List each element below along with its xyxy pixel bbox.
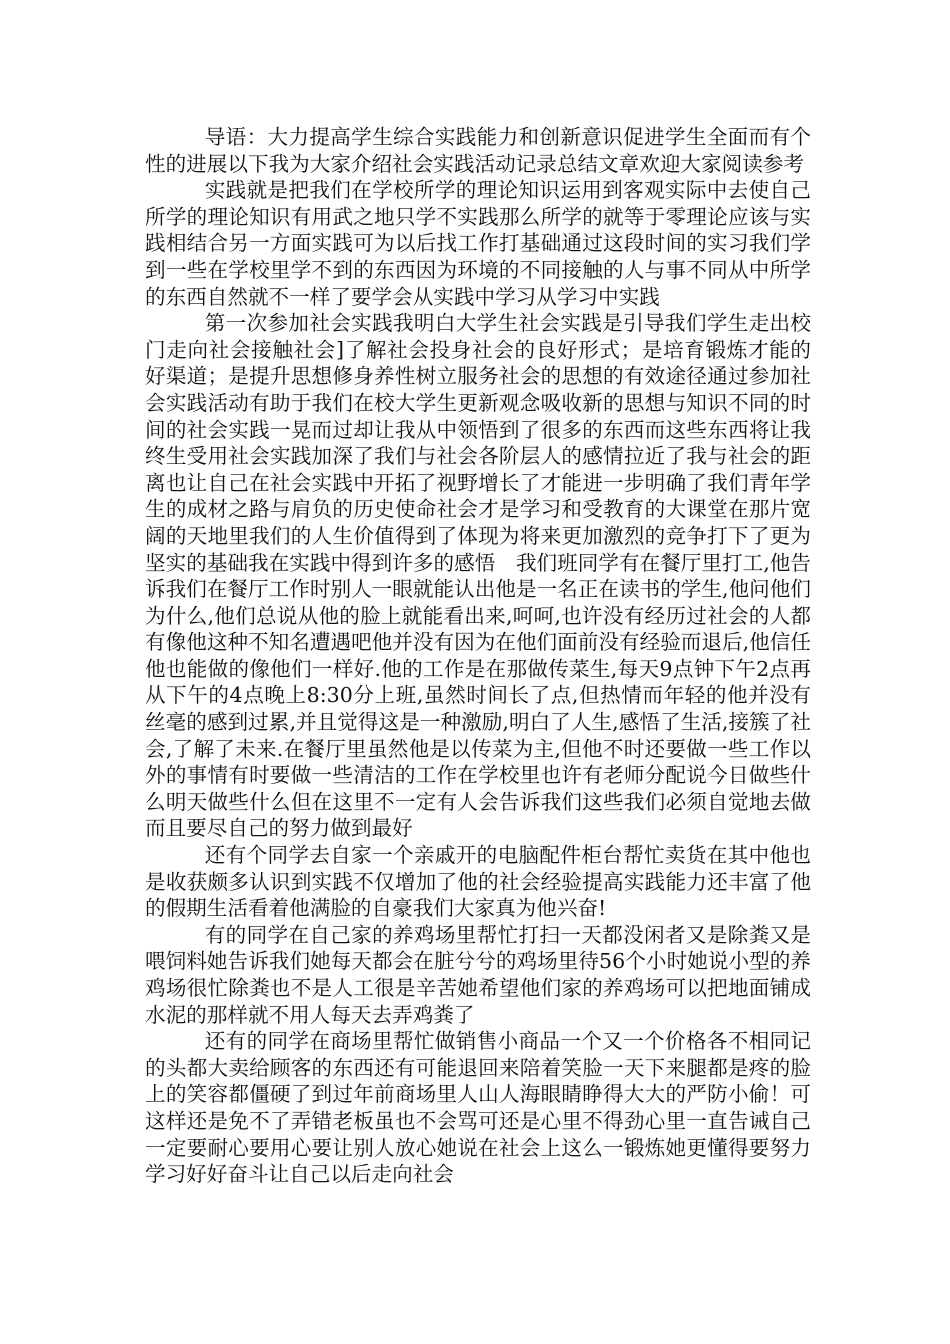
paragraph-intro: 导语：大力提高学生综合实践能力和创新意识促进学生全面而有个性的进展以下我为大家介绍社会实践活动记录总结文章欢迎大家阅读参考	[145, 125, 811, 176]
paragraph-first-practice: 第一次参加社会实践我明白大学生社会实践是引导我们学生走出校门走向社会接触社会]了解社会投身社会的良好形式；是培育锻炼才能的好渠道；是提升思想修身养性树立服务社会的思想的有效途径通过参加社会实践活动有助于我们在校大学生更新观念吸收新的思想与知识不同的时间的社会实践一晃而过却让我从中领悟到了很多的东西而这些东西将让我终生受用社会实践加深了我们与社会各阶层人的感情拉近了我与社会的距离也让自己在社会实践中开拓了视野增长了才能进一步明确了我们青年学生的成材之路与肩负的历史使命社会才是学习和受教育的大课堂在那片宽阔的天地里我们的人生价值得到了体现为将来更加激烈的竞争打下了更为坚实的基础我在实践中得到许多的感悟 我们班同学有在餐厅里打工,他告诉我们在餐厅工作时别人一眼就能认出他是一名正在读书的学生,他问他们为什么,他们总说从他的脸上就能看出来,呵呵,也许没有经历过社会的人都有像他这种不知名遭遇吧他并没有因为在他们面前没有经验而退后,他信任他也能做的像他们一样好.他的工作是在那做传菜生,每天9点钟下午2点再从下午的4点晚上8:30分上班,虽然时间长了点,但热情而年轻的他并没有丝毫的感到过累,并且觉得这是一种激励,明白了人生,感悟了生活,接簇了社会,了解了未来.在餐厅里虽然他是以传菜为主,但他不时还要做一些工作以外的事情有时要做一些清洁的工作在学校里也许有老师分配说今日做些什么明天做些什么但在这里不一定有人会告诉我们这些我们必须自觉地去做而且要尽自己的努力做到最好	[145, 311, 811, 841]
paragraph-mall-sales: 还有的同学在商场里帮忙做销售小商品一个又一个价格各不相同记的头都大卖给顾客的东西还有可能退回来陪着笑脸一天下来腿都是疼的脸上的笑容都僵硬了到过年前商场里人山人海眼睛睁得大大的严防小偷！可这样还是免不了弄错老板虽也不会骂可还是心里不得劲心里一直告诫自己一定要耐心要用心要让别人放心她说在社会上这么一锻炼她更懂得要努力学习好好奋斗让自己以后走向社会	[145, 1029, 811, 1187]
paragraph-computer-counter: 还有个同学去自家一个亲戚开的电脑配件柜台帮忙卖货在其中他也是收获颇多认识到实践不仅增加了他的社会经验提高实践能力还丰富了他的假期生活看着他满脸的自豪我们大家真为他兴奋!	[145, 843, 811, 921]
paragraph-chicken-farm: 有的同学在自己家的养鸡场里帮忙打扫一天都没闲者又是除粪又是喂饲料她告诉我们她每天都会在脏兮兮的鸡场里待56个小时她说小型的养鸡场很忙除粪也不是人工很是辛苦她希望他们家的养鸡场可以把地面铺成水泥的那样就不用人每天去弄鸡粪了	[145, 922, 811, 1027]
paragraph-practice-meaning: 实践就是把我们在学校所学的理论知识运用到客观实际中去使自己所学的理论知识有用武之地只学不实践那么所学的就等于零理论应该与实践相结合另一方面实践可为以后找工作打基础通过这段时间的实习我们学到一些在学校里学不到的东西因为环境的不同接触的人与事不同从中所学的东西自然就不一样了要学会从实践中学习从学习中实践	[145, 178, 811, 309]
document-body	[145, 124, 811, 1188]
